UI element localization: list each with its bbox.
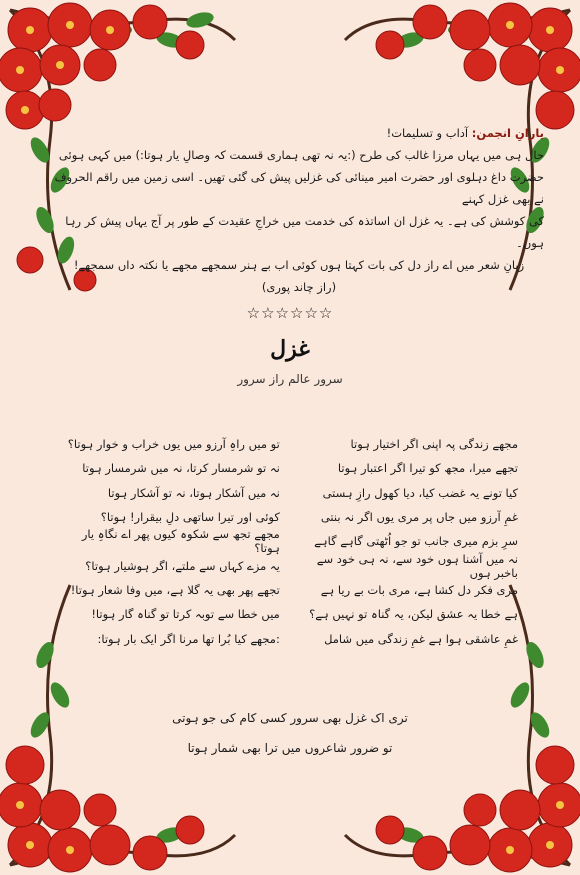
first-line: سرِ بزم میری جانب تو جو اُٹھتی گاہے گاہے [314,534,518,549]
intro-line: حال ہی میں یہاں مرزا غالب کی طرح (:یہ نہ تھی ہماری قسمت کہ وصالِ یار ہوتا:) میں کہی ہوئی [58,148,544,162]
first-line: تجھے میرا، مجھ کو تیرا اگر اعتبار ہوتا [337,461,518,476]
final-first-line: تری اک غزل بھی سرور کسی کام کی جو ہوتی [172,711,408,725]
intro-section [54,122,544,298]
first-line: مری فکر دل کشا ہے، مری بات بے ریا ہے [320,582,518,597]
greeting-label: یارانِ انجمن: [471,126,544,140]
final-couplet [28,703,552,763]
couplet [60,626,518,650]
intro-line: حضرت داغ دہلوی اور حضرت امیر مینائی کی غزلیں پیش کی گئی تھیں۔ اسی زمین میں راقم الحروف نے بھی غزل کہنے [54,170,544,206]
couplet [60,578,518,602]
greeting-text: آداب و تسلیمات! [386,126,469,140]
couplet [60,456,518,480]
second-line: نہ میں آشکار ہوتا، نہ تو آشکار ہوتا [107,485,280,500]
couplet [60,481,518,505]
second-line: تجھے پھر بھی یہ گلا ہے، میں وفا شعار ہوتا! [70,582,280,597]
second-line: نہ تو شرمسار کرتا، نہ میں شرمسار ہوتا [82,461,280,476]
couplet [60,505,518,529]
first-line: غمِ عاشقی ہوا ہے غمِ زندگی میں شامل [324,631,518,646]
second-line: یہ مزے کہاں سے ملتے، اگر ہوشیار ہوتا؟ [85,558,280,573]
second-line: میں خطا سے توبہ کرتا تو گناہ گار ہوتا! [91,607,280,622]
quote-line: زبانِ شعر میں اے راز دل کی بات کہتا ہوں کوئی اب بے ہنر سمجھے مجھے یا نکتہ داں سمجھے! [73,258,525,272]
page-content [28,0,552,875]
first-line: نہ میں آشنا ہوں خود سے، نہ ہی خود سے باخبر ہوں [316,551,518,580]
first-line: مجھے زندگی پہ اپنی اگر اختیار ہوتا [350,437,518,452]
first-line: ہے خطا یہ عشق لیکن، یہ گناہ تو نہیں ہے؟ [309,607,518,622]
greeting-line [54,122,544,144]
second-line: تو میں راہِ آرزو میں یوں خراب و خوار ہوتا؟ [67,437,280,452]
couplet [60,602,518,626]
couplet [60,432,518,456]
second-line: کوئی اور تیرا ساتھی دلِ بیقرار! ہوتا؟ [100,510,280,525]
star-divider: ☆☆☆☆☆☆ [246,304,334,322]
first-line: کیا تونے یہ غضب کیا، دیا کھول رازِ ہستی [322,485,518,500]
quote-author: (راز چاند پوری) [261,280,337,294]
final-second-line: تو ضرور شاعروں میں ترا بھی شمار ہوتا [187,741,393,755]
second-line: :مجھے کیا بُرا تھا مرنا اگر ایک بار ہوتا: [97,631,280,646]
intro-line: کی کوشش کی ہے۔ یہ غزل ان اساتذہ کی خدمت میں خراجِ عقیدت کے طور پر آج یہاں پیش کر رہا ہوں۔ [65,214,544,250]
couplet [60,527,518,556]
first-line: غمِ آرزو میں جاں پر مری یوں اگر نہ بنتی [320,510,518,525]
poet-name: سرور عالم راز سرور [237,372,343,386]
ghazal-title: غزل [270,336,310,362]
ghazal-couplets [60,432,518,651]
second-line: مجھے تجھ سے شکوہ کیوں پھر اے نگاہِ یار ہوتا؟ [81,527,280,556]
couplet [60,551,518,580]
